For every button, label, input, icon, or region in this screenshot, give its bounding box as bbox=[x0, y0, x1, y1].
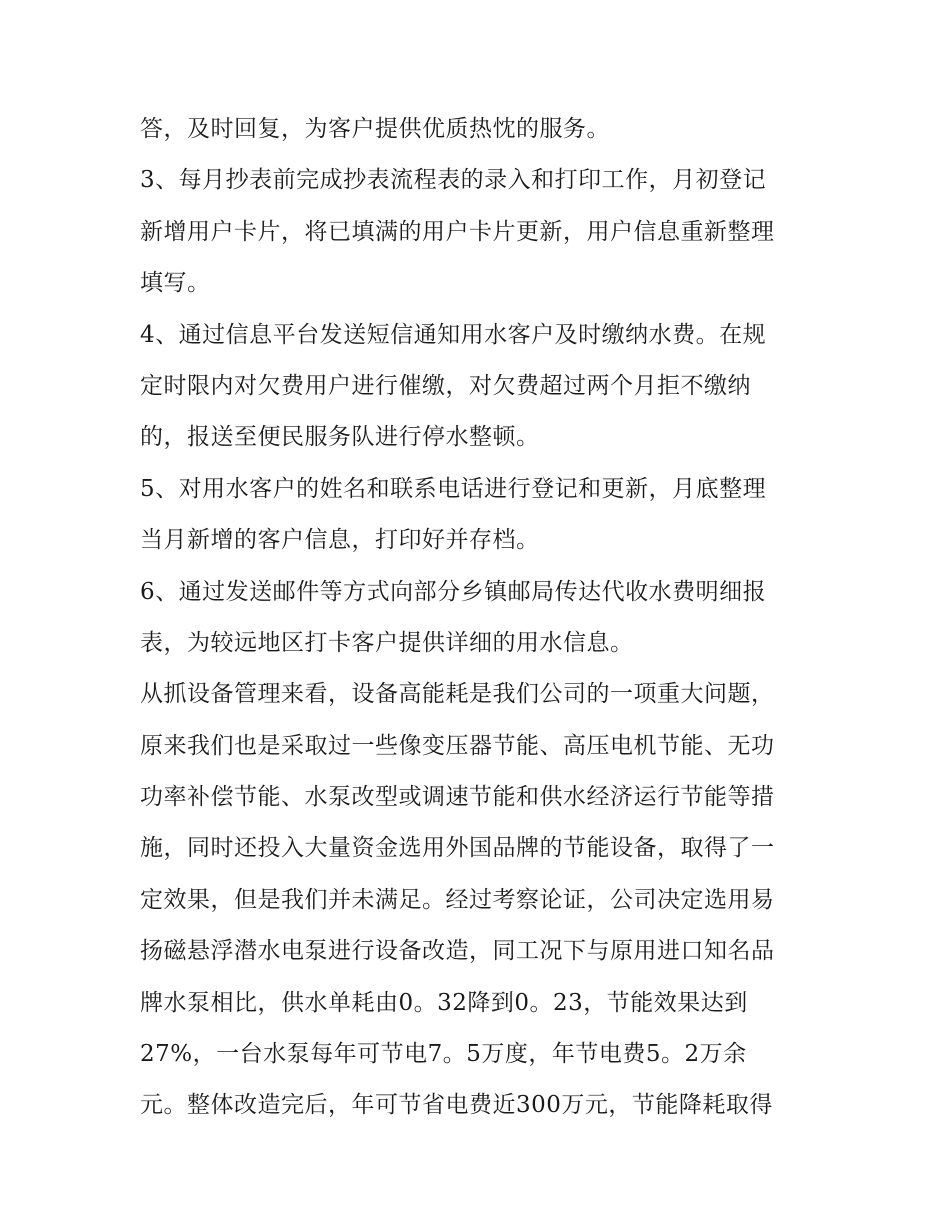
text-line: 3、每月抄表前完成抄表流程表的录入和打印工作，月初登记 bbox=[140, 167, 767, 194]
text-line: 当月新增的客户信息，打印好并存档。 bbox=[140, 527, 540, 554]
text-line: 牌水泵相比，供水单耗由0。32降到0。23，节能效果达到 bbox=[140, 989, 748, 1016]
text-line: 扬磁悬浮潜水电泵进行设备改造，同工况下与原用进口知名品 bbox=[140, 938, 775, 965]
text-line: 元。整体改造完后，年可节省电费近300万元，节能降耗取得 bbox=[140, 1092, 773, 1119]
text-line: 定时限内对欠费用户进行催缴，对欠费超过两个月拒不缴纳 bbox=[140, 372, 751, 399]
text-line: 从抓设备管理来看，设备高能耗是我们公司的一项重大问题， bbox=[140, 681, 775, 708]
text-line: 的，报送至便民服务队进行停水整顿。 bbox=[140, 424, 540, 451]
text-line: 27%，一台水泵每年可节电7。5万度，年节电费5。2万余 bbox=[140, 1041, 747, 1068]
document-body bbox=[140, 104, 820, 1132]
text-line: 5、对用水客户的姓名和联系电话进行登记和更新，月底整理 bbox=[140, 475, 767, 502]
text-line: 定效果，但是我们并未满足。经过考察论证，公司决定选用易 bbox=[140, 886, 775, 913]
text-line: 施，同时还投入大量资金选用外国品牌的节能设备，取得了一 bbox=[140, 835, 775, 862]
text-line: 功率补偿节能、水泵改型或调速节能和供水经济运行节能等措 bbox=[140, 784, 775, 811]
text-line: 填写。 bbox=[140, 270, 211, 297]
text-line: 4、通过信息平台发送短信通知用水客户及时缴纳水费。在规 bbox=[140, 321, 767, 348]
text-line: 新增用户卡片，将已填满的用户卡片更新，用户信息重新整理 bbox=[140, 218, 775, 245]
text-line: 6、通过发送邮件等方式向部分乡镇邮局传达代收水费明细报 bbox=[140, 578, 767, 605]
text-line: 原来我们也是采取过一些像变压器节能、高压电机节能、无功 bbox=[140, 732, 775, 759]
text-line: 答，及时回复，为客户提供优质热忱的服务。 bbox=[140, 116, 610, 142]
text-line: 表，为较远地区打卡客户提供详细的用水信息。 bbox=[140, 629, 634, 656]
